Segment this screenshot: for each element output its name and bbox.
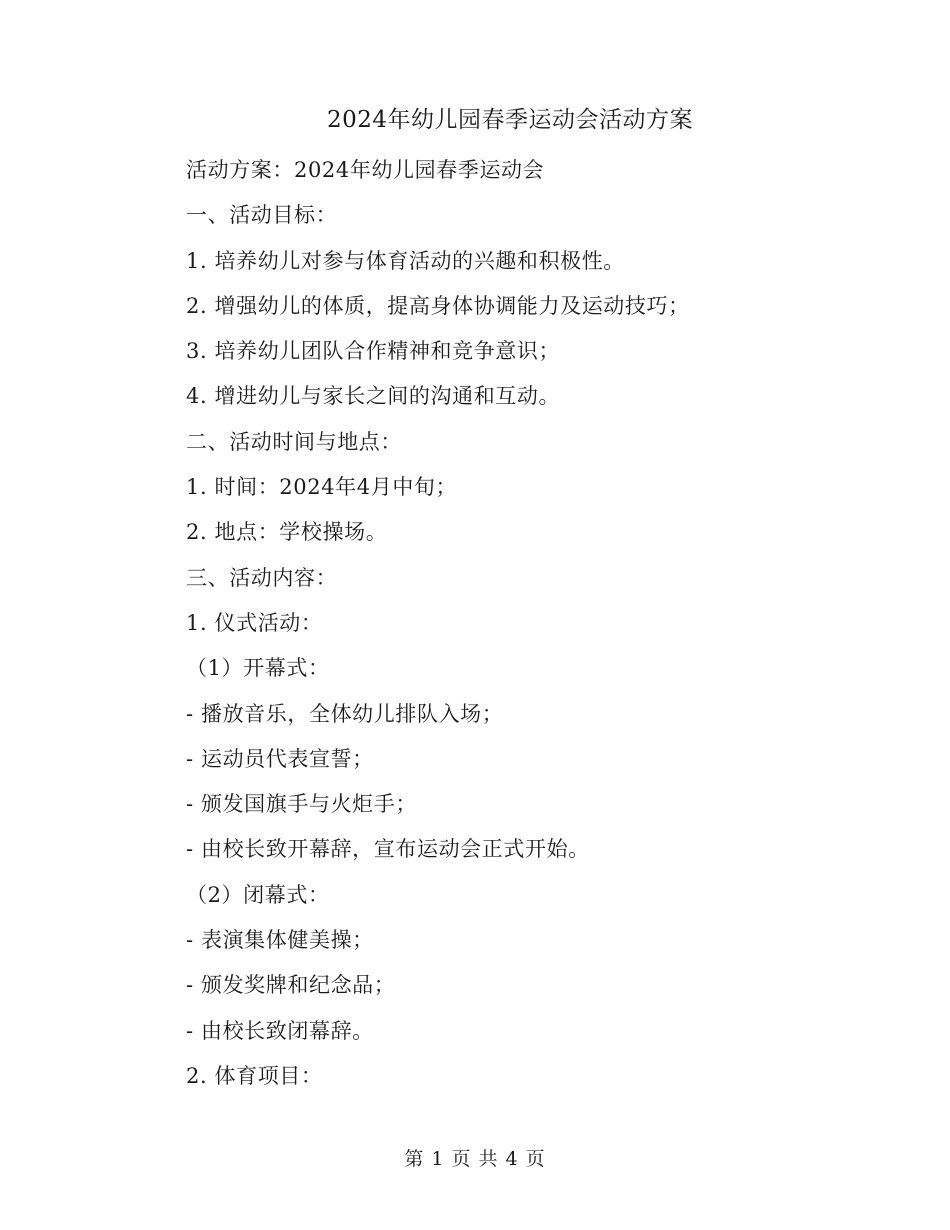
section-heading: 三、活动内容：	[186, 565, 338, 590]
document-title: 2024年幼儿园春季运动会活动方案	[326, 107, 694, 133]
bullet-item: - 播放音乐，全体幼儿排队入场；	[186, 701, 504, 726]
subsection-heading: （2）闭幕式：	[186, 882, 330, 907]
list-item: 4. 增进幼儿与家长之间的沟通和互动。	[186, 384, 561, 409]
list-item: 1. 仪式活动：	[186, 610, 323, 635]
list-item: 2. 地点：学校操场。	[186, 520, 388, 545]
section-heading: 二、活动时间与地点：	[186, 429, 402, 454]
list-item: 1. 培养幼儿对参与体育活动的兴趣和积极性。	[186, 248, 625, 273]
list-item: 2. 体育项目：	[186, 1063, 323, 1088]
bullet-item: - 颁发国旗手与火炬手；	[186, 792, 417, 817]
paragraph-line: 活动方案：2024年幼儿园春季运动会	[186, 158, 545, 182]
subsection-heading: （1）开幕式：	[186, 656, 330, 681]
list-item: 1. 时间：2024年4月中旬；	[186, 475, 458, 500]
bullet-item: - 运动员代表宣誓；	[186, 746, 374, 771]
section-heading: 一、活动目标：	[186, 203, 338, 228]
bullet-item: - 由校长致闭幕辞。	[186, 1018, 374, 1043]
document-body	[186, 152, 886, 1103]
list-item: 3. 培养幼儿团队合作精神和竞争意识；	[186, 339, 561, 364]
list-item: 2. 增强幼儿的体质，提高身体协调能力及运动技巧；	[186, 293, 690, 318]
bullet-item: - 表演集体健美操；	[186, 928, 374, 953]
bullet-item: - 由校长致开幕辞，宣布运动会正式开始。	[186, 837, 590, 862]
bullet-item: - 颁发奖牌和纪念品；	[186, 973, 396, 998]
page-footer: 第 1 页 共 4 页	[404, 1148, 546, 1170]
